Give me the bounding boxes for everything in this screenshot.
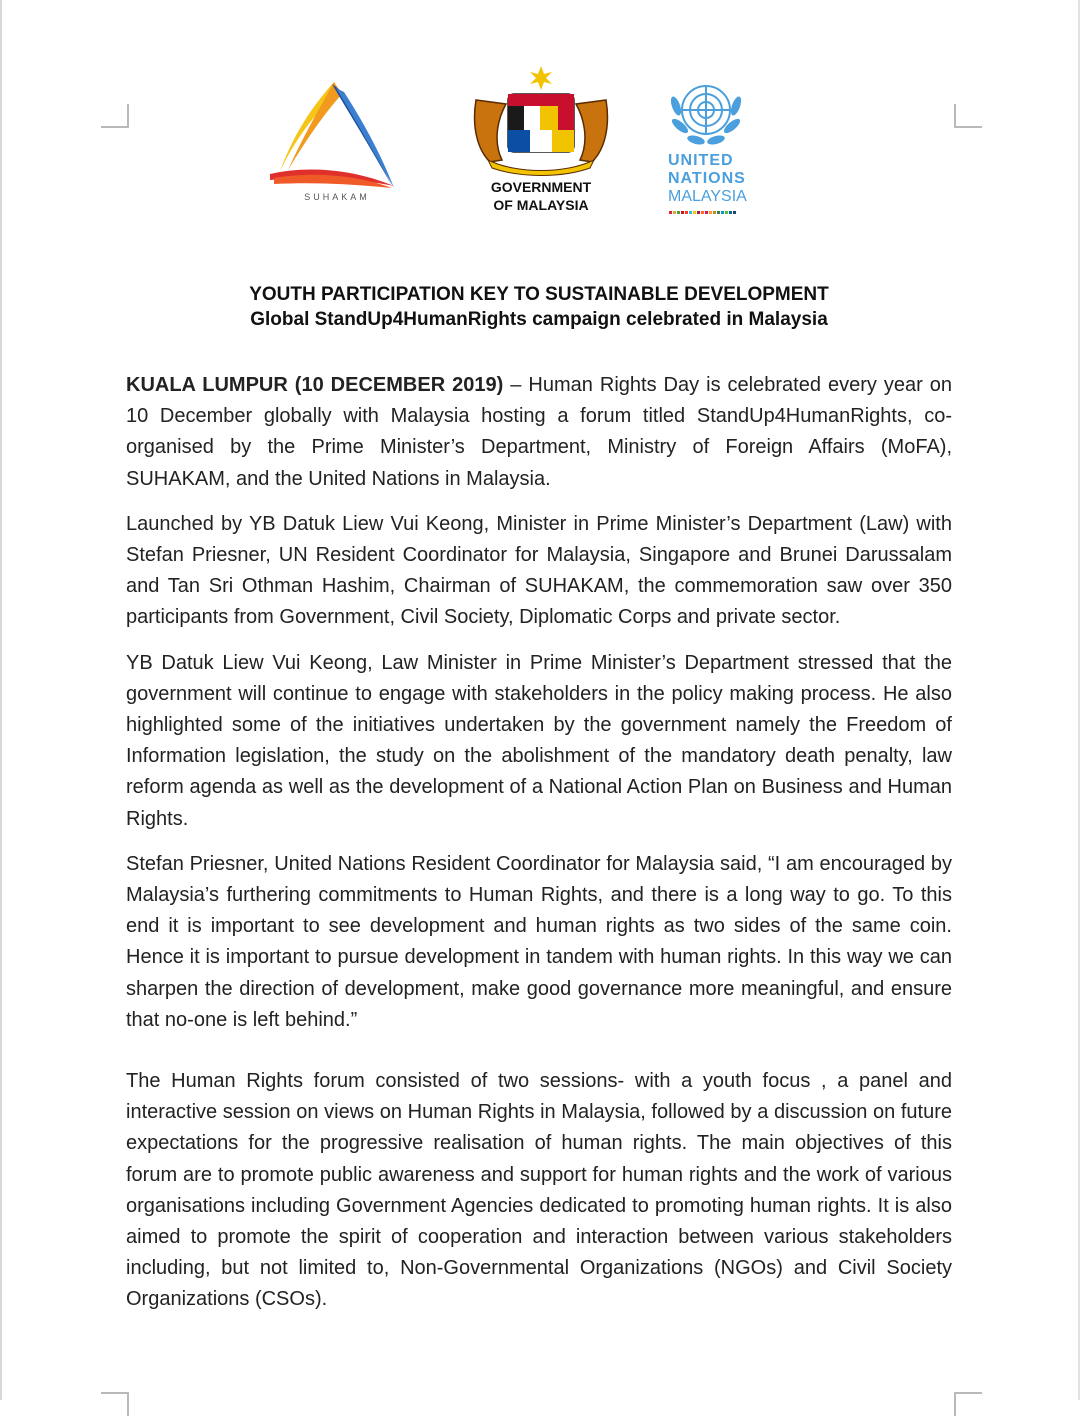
government-label-line2: OF MALAYSIA: [493, 197, 589, 213]
paragraph-4: Stefan Priesner, United Nations Resident Coordinator for Malaysia said, “I am encouraged by Malaysia’s furthering commitments to Human Rights, and there is a long way to go. To this end it is important to see development and human rights as two sides of the same coin. Hence it is important to pursue development in tandem with human rights. In this way we can sharpen the direction of development, make good governance more meaningful, and ensure that no-one is left behind.”: [126, 852, 952, 1031]
paragraph-1: [126, 370, 952, 495]
coat-of-arms-icon: [466, 64, 616, 176]
suhakam-emblem-icon: [262, 74, 406, 190]
headline-title: YOUTH PARTICIPATION KEY TO SUSTAINABLE DEVELOPMENT: [249, 284, 829, 305]
press-release-headline: [126, 282, 952, 332]
crop-mark-top-left: [101, 104, 129, 128]
suhakam-wordmark: SUHAKAM: [304, 192, 370, 202]
crop-mark-bottom-right: [954, 1392, 982, 1416]
government-label: [466, 178, 616, 214]
headline-subtitle: Global StandUp4HumanRights campaign celebrated in Malaysia: [250, 309, 828, 330]
press-release-body: [126, 370, 952, 1330]
un-label-line2: NATIONS: [668, 170, 746, 187]
sdg-color-strip: [669, 211, 736, 214]
crop-mark-top-right: [954, 104, 982, 128]
un-label-line3: MALAYSIA: [668, 188, 747, 205]
paragraph-3: YB Datuk Liew Vui Keong, Law Minister in Prime Minister’s Department stressed that the government will continue to engage with stakeholders in the policy making process. He also highlighted some of the initiatives undertaken by the government namely the Freedom of Information legislation, the study on the abolishment of the mandatory death penalty, law reform agenda as well as the development of a National Action Plan on Business and Human Rights.: [126, 651, 952, 830]
government-of-malaysia-logo: [466, 64, 616, 220]
page-edge-left: [0, 0, 2, 1400]
paragraph-2: Launched by YB Datuk Liew Vui Keong, Minister in Prime Minister’s Department (Law) with Stefan Priesner, UN Resident Coordinator for Malaysia, Singapore and Brunei Darussalam and Tan Sri Othman Hashim, Chairman of SUHAKAM, the commemoration saw over 350 participants from Government, Civil Society, Diplomatic Corps and private sector.: [126, 512, 952, 629]
suhakam-logo: [262, 74, 406, 214]
dateline: KUALA LUMPUR (10 DECEMBER 2019): [126, 374, 504, 396]
un-emblem-icon: [660, 76, 752, 150]
united-nations-malaysia-logo: [660, 76, 770, 222]
paragraph-5: The Human Rights forum consisted of two sessions- with a youth focus , a panel and interactive session on views on Human Rights in Malaysia, followed by a discussion on future expectations for the progressive realisation of human rights. The main objectives of this forum are to promote public awareness and support for human rights and the work of various organisations including Government Agencies dedicated to promoting human rights. It is also aimed to promote the spirit of cooperation and interaction between various stakeholders including, but not limited to, Non-Governmental Organizations (NGOs) and Civil Society Organizations (CSOs).: [126, 1070, 952, 1311]
paragraph-1-text: – Human Rights Day is celebrated every year on 10 December globally with Malaysia hosting a forum titled StandUp4HumanRights, co-organised by the Prime Minister’s Department, Ministry of Foreign Affairs (MoFA), SUHAKAM, and the United Nations in Malaysia.: [126, 374, 952, 490]
government-label-line1: GOVERNMENT: [490, 179, 592, 195]
crop-mark-bottom-left: [101, 1392, 129, 1416]
un-label-line1: UNITED: [668, 152, 734, 169]
